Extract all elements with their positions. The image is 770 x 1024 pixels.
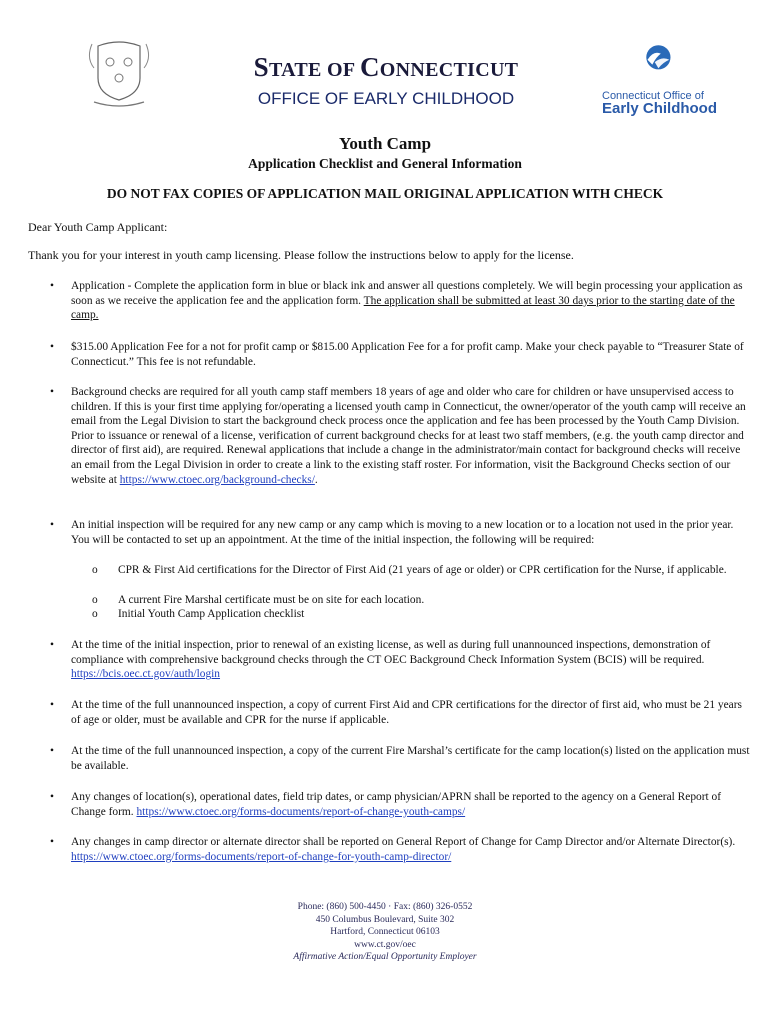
- oec-logo-line1: Connecticut Office of: [602, 90, 704, 102]
- footer-phone: Phone: (860) 500-4450 · Fax: (860) 326-0552: [297, 902, 473, 912]
- bullet-icon: •: [50, 639, 54, 651]
- sub-bullet-icon: o: [92, 564, 98, 576]
- state-seal-logo: [84, 38, 154, 108]
- oec-logo-line2: Early Childhood: [602, 100, 718, 117]
- footer-web: www.ct.gov/oec: [354, 939, 416, 950]
- bullet-icon: •: [50, 745, 54, 757]
- bullet-icon: •: [50, 386, 54, 398]
- report-of-change-director-link[interactable]: https://www.ctoec.org/forms-documents/report-of-change-for-youth-camp-director/: [71, 850, 452, 863]
- document-title: Youth Camp: [338, 134, 432, 153]
- intro-paragraph: Thank you for your interest in youth camp licensing. Please follow the instructions below to apply for the license.: [28, 248, 574, 262]
- bcis-login-link[interactable]: https://bcis.oec.ct.gov/auth/login: [71, 668, 221, 681]
- office-name: OFFICE OF EARLY CHILDHOOD: [257, 89, 515, 108]
- sub-bullet-icon: o: [92, 594, 98, 606]
- footer-address1: 450 Columbus Boulevard, Suite 302: [315, 914, 455, 925]
- bullet-icon: •: [50, 791, 54, 803]
- deadline-note: The application shall be submitted at least 30 days prior to the starting date of the camp.: [71, 294, 735, 322]
- footer-eoe: Affirmative Action/Equal Opportunity Employer: [293, 952, 477, 962]
- bullet-icon: •: [50, 341, 54, 353]
- greeting: Dear Youth Camp Applicant:: [28, 220, 168, 234]
- footer-address2: Hartford, Connecticut 06103: [330, 927, 440, 937]
- mail-warning: DO NOT FAX COPIES OF APPLICATION MAIL ORIGINAL APPLICATION WITH CHECK: [106, 186, 664, 201]
- bullet-icon: •: [50, 280, 54, 292]
- bullet-icon: •: [50, 519, 54, 531]
- oec-hands-logo: [600, 44, 718, 90]
- background-checks-link[interactable]: https://www.ctoec.org/background-checks/: [119, 473, 315, 486]
- bullet-icon: •: [50, 699, 54, 711]
- state-title: STATE OF CONNECTICUT: [253, 52, 519, 82]
- bullet-icon: •: [50, 836, 54, 848]
- footer: [0, 901, 770, 964]
- document-subtitle: Application Checklist and General Information: [248, 156, 522, 171]
- report-of-change-camps-link[interactable]: https://www.ctoec.org/forms-documents/report-of-change-youth-camps/: [136, 805, 466, 818]
- sub-bullet-icon: o: [92, 608, 98, 620]
